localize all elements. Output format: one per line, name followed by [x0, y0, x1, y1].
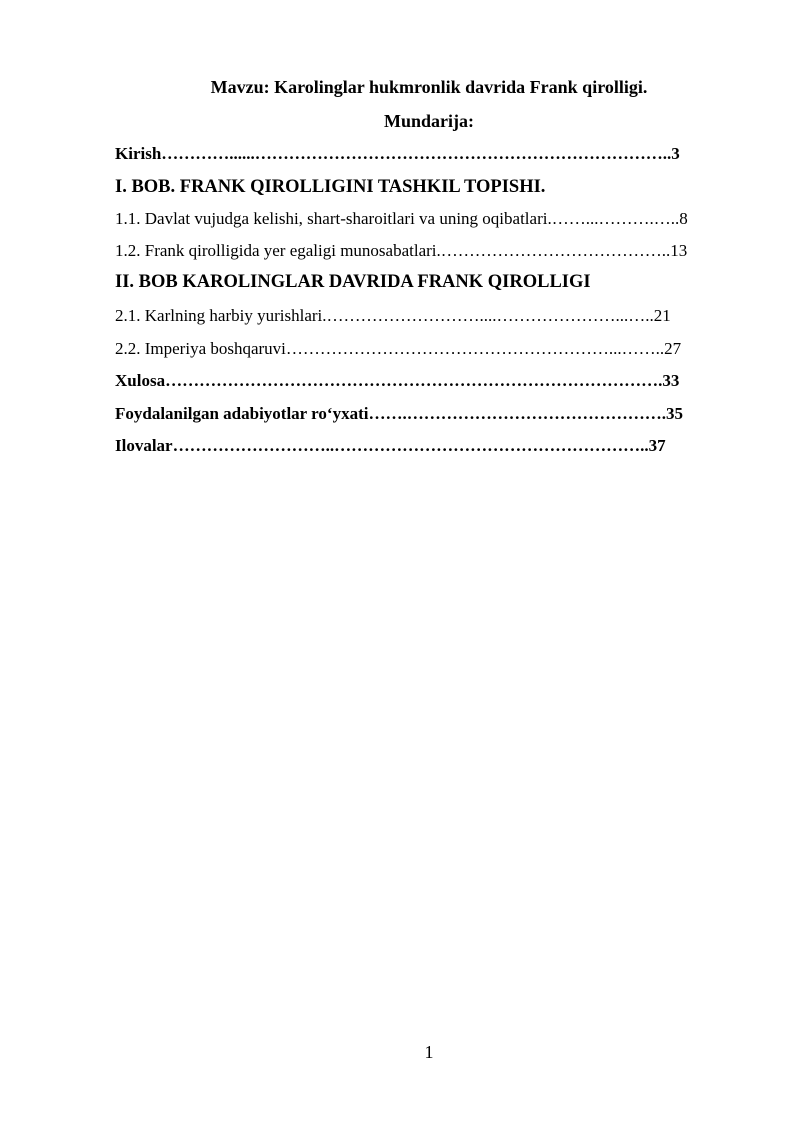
toc-entry-1-2: 1.2. Frank qirolligida yer egaligi munosabatlari.…………………………………..13: [115, 241, 688, 260]
toc-heading: Mundarija:: [384, 111, 474, 131]
toc-chapter-2: II. BOB KAROLINGLAR DAVRIDA FRANK QIROLLIGI: [115, 272, 591, 292]
toc-entry-adabiyotlar: Foydalanilgan adabiyotlar ro‘yxati…….……………………………………….35: [115, 404, 683, 423]
toc-entry-2-2: 2.2. Imperiya boshqaruvi…………………………………………………...……..27: [115, 339, 682, 358]
toc-entry-ilovalar: Ilovalar………………………..………………………………………………..37: [115, 436, 666, 455]
toc-entry-2-1: 2.1. Karlning harbiy yurishlari.………………………....…………………...…..21: [115, 306, 671, 325]
page-number: 1: [424, 1042, 434, 1062]
toc-entry-xulosa: Xulosa…………………………………………………………………………….33: [115, 371, 680, 390]
document-title: Mavzu: Karolinglar hukmronlik davrida Frank qirolligi.: [210, 77, 648, 97]
toc-entry-kirish: Kirish…………......………………………………………………………………..3: [115, 144, 680, 163]
toc-entry-1-1: 1.1. Davlat vujudga kelishi, shart-sharoitlari va uning oqibatlari.……...……….…..8: [115, 209, 688, 228]
toc-chapter-1: I. BOB. FRANK QIROLLIGINI TASHKIL TOPISHI.: [115, 177, 546, 197]
